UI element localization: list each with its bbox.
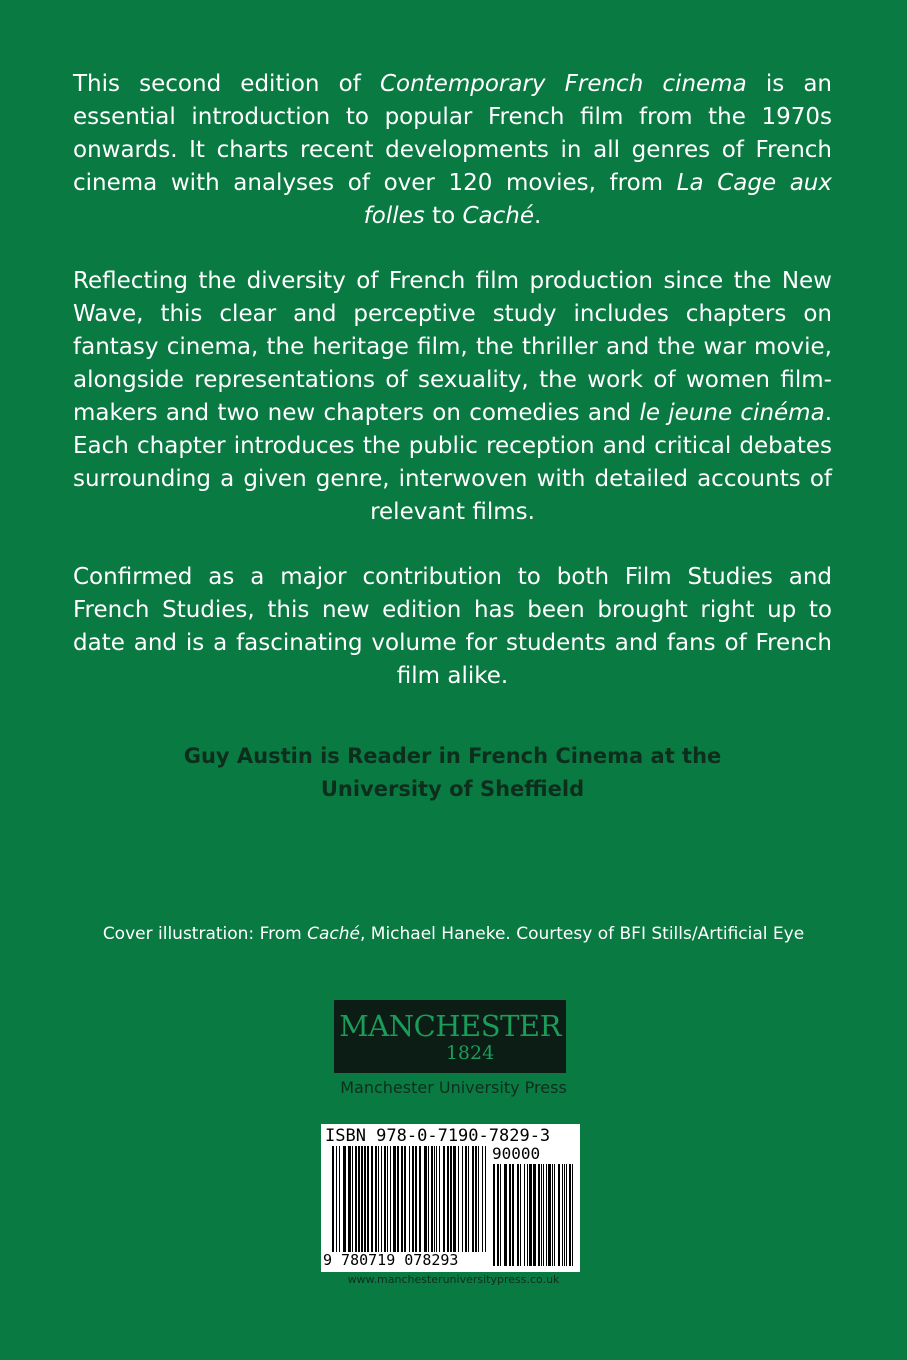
description-paragraph-1 — [73, 68, 832, 233]
body-text: is an essential introduction to popular French film from the 1970s onwards. It charts recent developments in all genres of French cinema with analyses of over 120 movies, from — [73, 71, 833, 196]
publisher-name: Manchester University Press — [340, 1078, 567, 1097]
author-bio — [73, 740, 832, 806]
publisher-logo-name: MANCHESTER — [339, 1009, 561, 1043]
body-text: , Michael Haneke. Courtesy of BFI Stills/Artificial Eye — [359, 924, 805, 944]
ean-digits: 9 780719 078293 — [323, 1251, 459, 1269]
barcode-addon-bars — [493, 1164, 575, 1266]
body-text: . — [534, 203, 542, 229]
body-text: This second edition of — [73, 71, 380, 97]
italic-title-text: le jeune cinéma — [639, 400, 825, 426]
barcode-addon-number: 90000 — [492, 1144, 541, 1163]
body-text: Reflecting the diversity of French film production since the New Wave, this clear and perceptive study includes chapters on fantasy cinema, the heritage film, the thriller and the war movie, alongside representations of sexuality, the work of women film-makers and two new chapters on comedies and — [73, 268, 832, 426]
isbn-label: ISBN 978-0-7190-7829-3 — [325, 1126, 551, 1146]
body-text: . Each chapter introduces the public reception and critical debates surrounding a given genre, interwoven with detailed accounts of relevant films. — [73, 400, 832, 525]
italic-title-text: Caché — [307, 924, 360, 944]
italic-title-text: Contemporary French cinema — [379, 71, 747, 97]
isbn-barcode — [321, 1124, 580, 1272]
publisher-logo-year: 1824 — [445, 1042, 495, 1064]
publisher-logo — [334, 1000, 566, 1073]
barcode-main-bars — [332, 1146, 487, 1252]
body-text: to — [424, 203, 463, 229]
description-paragraph-3 — [73, 561, 832, 693]
description-paragraph-2 — [73, 265, 832, 529]
cover-illustration-credit — [0, 921, 907, 947]
author-bio-line-1: Guy Austin is Reader in French Cinema at the — [183, 744, 722, 768]
body-text: Cover illustration: From — [102, 924, 308, 944]
italic-title-text: Caché — [462, 203, 535, 229]
italic-title-text: La Cage aux folles — [363, 170, 832, 229]
author-bio-line-2: University of Sheffield — [320, 777, 585, 801]
body-text: Confirmed as a major contribution to both Film Studies and French Studies, this new edition has been brought right up to date and is a fascinating volume for students and fans of French film alike. — [73, 564, 832, 689]
publisher-website: www.manchesteruniversitypress.co.uk — [347, 1273, 560, 1286]
